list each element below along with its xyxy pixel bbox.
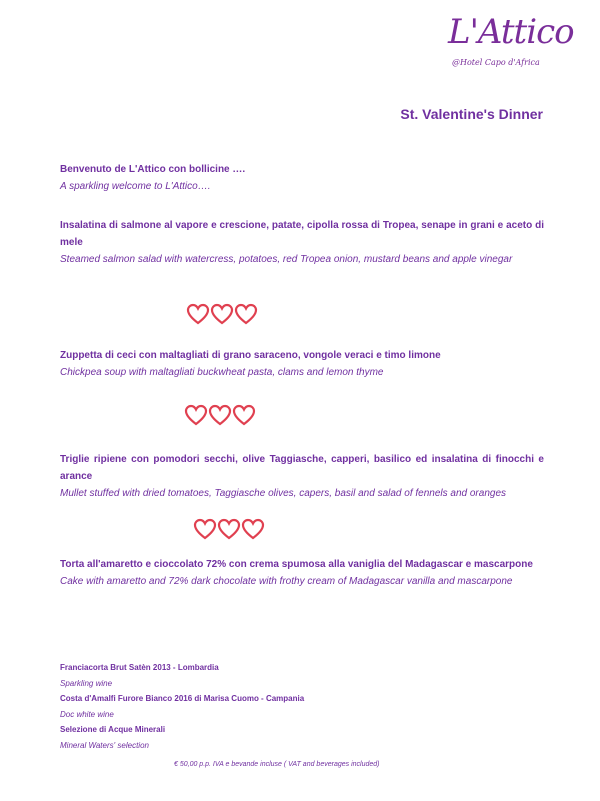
course-english: Cake with amaretto and 72% dark chocolate with frothy cream of Madagascar vanilla and mascarpone: [60, 576, 513, 587]
course-italian: Zuppetta di ceci con maltagliati di grano saraceno, vongole veraci e timo limone: [60, 350, 441, 361]
wine-type: Doc white wine: [60, 709, 114, 719]
heart-icon: [234, 303, 258, 325]
heart-icon: [210, 303, 234, 325]
wine-name: Franciacorta Brut Satèn 2013 - Lombardia: [60, 663, 219, 672]
heart-icon: [241, 518, 265, 540]
heart-icon: [232, 404, 256, 426]
page-title: St. Valentine's Dinner: [400, 106, 543, 122]
hearts-divider: [193, 518, 265, 540]
course-english: A sparkling welcome to L'Attico….: [60, 181, 211, 192]
course-soup: [60, 347, 544, 381]
course-italian: Benvenuto de L'Attico con bollicine ….: [60, 164, 246, 175]
heart-icon: [186, 303, 210, 325]
course-italian: Torta all'amaretto e cioccolato 72% con crema spumosa alla vaniglia del Madagascar e mascarpone: [60, 559, 533, 570]
wine-type: Mineral Waters' selection: [60, 740, 149, 750]
course-english: Mullet stuffed with dried tomatoes, Taggiasche olives, capers, basil and salad of fennels and oranges: [60, 488, 507, 499]
course-italian: Insalatina di salmone al vapore e crescione, patate, cipolla rossa di Tropea, senape in grani e aceto di mele: [60, 220, 544, 248]
heart-icon: [193, 518, 217, 540]
course-starter: [60, 217, 544, 268]
wine-name: Selezione di Acque Minerali: [60, 725, 166, 734]
hearts-divider: [186, 303, 258, 325]
course-italian: Triglie ripiene con pomodori secchi, olive Taggiasche, capperi, basilico ed insalatina di finocchi e arance: [60, 454, 544, 482]
logo: [440, 12, 574, 76]
wine-type: Sparkling wine: [60, 678, 113, 688]
heart-icon: [208, 404, 232, 426]
heart-icon: [217, 518, 241, 540]
wine-name: Costa d'Amalfi Furore Bianco 2016 di Marisa Cuomo - Campania: [60, 694, 305, 703]
course-main: [60, 451, 544, 502]
course-dessert: [60, 556, 544, 590]
course-english: Chickpea soup with maltagliati buckwheat pasta, clams and lemon thyme: [60, 367, 384, 378]
logo-name: L'Attico: [448, 12, 574, 52]
logo-subtitle: @Hotel Capo d'Africa: [452, 58, 540, 67]
course-welcome: [60, 161, 544, 195]
wine-list: [60, 660, 460, 753]
hearts-divider: [184, 404, 256, 426]
course-english: Steamed salmon salad with watercress, potatoes, red Tropea onion, mustard beans and apple vinegar: [60, 254, 513, 265]
price-note: € 50,00 p.p. IVA e bevande incluse ( VAT and beverages included): [174, 761, 380, 768]
heart-icon: [184, 404, 208, 426]
